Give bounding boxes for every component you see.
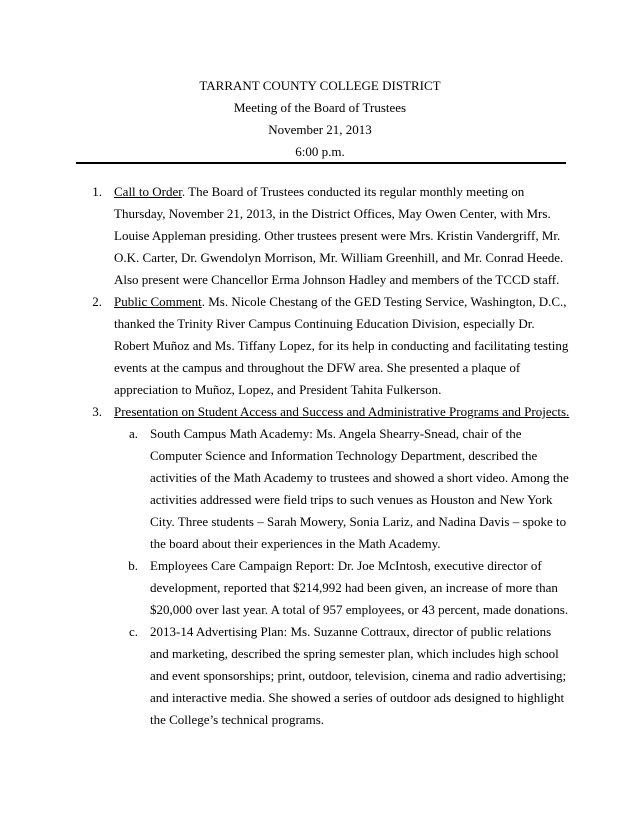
subitem-text: South Campus Math Academy: Ms. Angela Shearry-Snead, chair of the Computer Science and Information Technology Department, described the activities of the Math Academy to trustees and showed a short video. Among the activities addressed were field trips to such venues as Houston and New York City. Three students – Sarah Mowery, Sonia Lariz, and Nadina Davis – spoke to the board about their experiences in the Math Academy. <box>150 426 569 551</box>
presentation-subitems <box>80 423 570 731</box>
header-divider <box>76 162 566 164</box>
meeting-title: Meeting of the Board of Trustees <box>233 100 407 115</box>
item-number: 3. <box>92 404 102 419</box>
agenda-item-public-comment <box>80 291 570 401</box>
subitem-letter: a. <box>128 426 138 441</box>
agenda-item-presentation <box>80 401 570 423</box>
agenda-item-call-to-order <box>80 181 570 291</box>
item-number: 1. <box>92 184 102 199</box>
item-text: . Ms. Nicole Chestang of the GED Testing Service, Washington, D.C., thanked the Trinity River Campus Continuing Education Division, especially Dr. Robert Muñoz and Ms. Tiffany Lopez, for its help in conducting and facilitating testing events at the campus and throughout the DFW area. She presented a plaque of appreciation to Muñoz, Lopez, and President Tahita Fulkerson. <box>114 294 569 397</box>
subitem-letter: c. <box>128 624 138 639</box>
subitem-text: 2013-14 Advertising Plan: Ms. Suzanne Cottraux, director of public relations and marketing, described the spring semester plan, which includes high school and event sponsorships; print, outdoor, television, cinema and radio advertising; and interactive media. She showed a series of outdoor ads designed to highlight the College’s technical programs. <box>150 624 567 727</box>
subitem-math-academy <box>80 423 570 555</box>
minutes-body <box>80 181 570 731</box>
subitem-employees-care <box>80 555 570 621</box>
item-heading: Call to Order <box>114 184 182 199</box>
meeting-date: November 21, 2013 <box>268 122 372 137</box>
item-text: . The Board of Trustees conducted its regular monthly meeting on Thursday, November 21, 2013, in the District Offices, May Owen Center, with Mrs. Louise Appleman presiding. Other trustees present were Mrs. Kristin Vandergriff, Mr. O.K. Carter, Dr. Gwendolyn Morrison, Mr. William Greenhill, and Mr. Conrad Heede. Also present were Chancellor Erma Johnson Hadley and members of the TCCD staff. <box>114 184 564 287</box>
item-heading: Public Comment <box>114 294 202 309</box>
subitem-text: Employees Care Campaign Report: Dr. Joe McIntosh, executive director of development, reported that $214,992 had been given, an increase of more than $20,000 over last year. A total of 957 employees, or 43 percent, made donations. <box>150 558 569 617</box>
agenda-list <box>80 181 570 423</box>
subitem-advertising-plan <box>80 621 570 731</box>
subitem-letter: b. <box>128 558 138 573</box>
item-heading: Presentation on Student Access and Success and Administrative Programs and Projects. <box>114 404 570 419</box>
organization-title: TARRANT COUNTY COLLEGE DISTRICT <box>199 78 441 93</box>
meeting-time: 6:00 p.m. <box>295 144 345 159</box>
document-header <box>0 75 640 163</box>
item-number: 2. <box>92 294 102 309</box>
